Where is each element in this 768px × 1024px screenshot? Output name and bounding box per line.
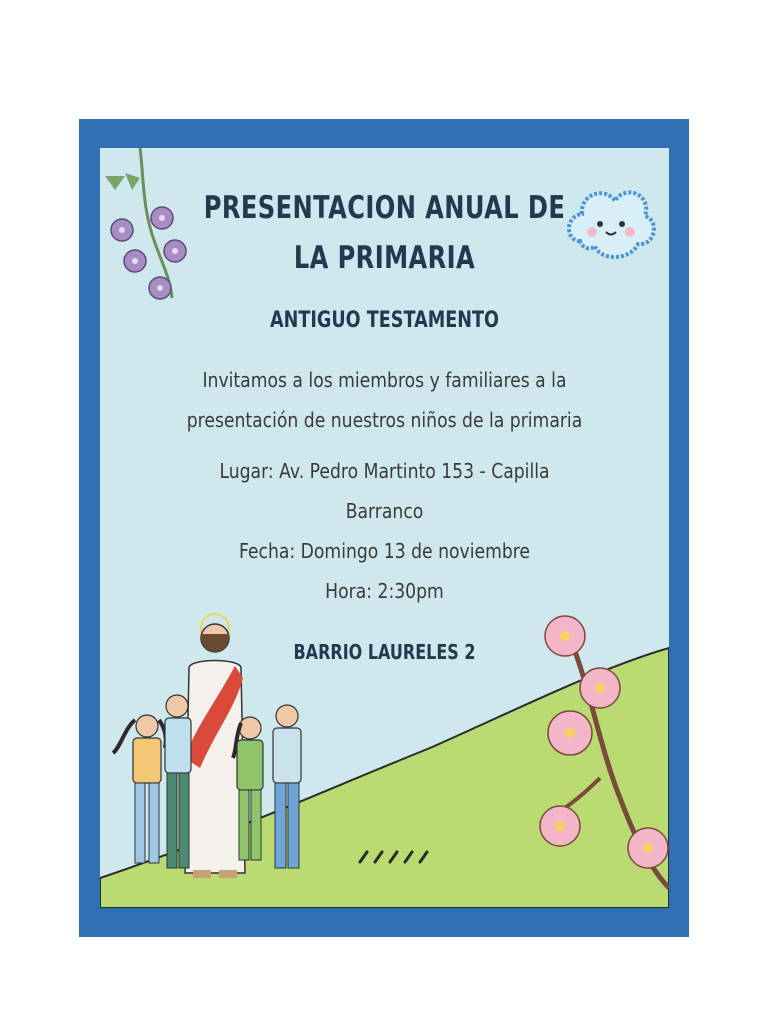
ward-name: BARRIO LAURELES 2 <box>293 640 476 664</box>
subtitle: ANTIGUO TESTAMENTO <box>270 308 499 333</box>
flower-branch-icon <box>100 148 210 308</box>
place-line-1: Lugar: Av. Pedro Martinto 153 - Capilla <box>219 459 550 483</box>
invite-line-1: Invitamos a los miembros y familiares a la <box>202 368 567 392</box>
title-line-1: PRESENTACION ANUAL DE <box>203 190 566 226</box>
time-line: Hora: 2:30pm <box>325 579 444 603</box>
title-line-2: LA PRIMARIA <box>293 240 476 276</box>
jesus-with-children-illustration <box>105 608 320 898</box>
grass-marks-icon <box>355 846 435 866</box>
place-line-2: Barranco <box>345 499 424 523</box>
date-line: Fecha: Domingo 13 de noviembre <box>238 539 531 563</box>
invitation-card <box>100 148 669 908</box>
cherry-blossom-icon <box>530 598 669 908</box>
invite-line-2: presentación de nuestros niños de la primaria <box>186 408 583 432</box>
